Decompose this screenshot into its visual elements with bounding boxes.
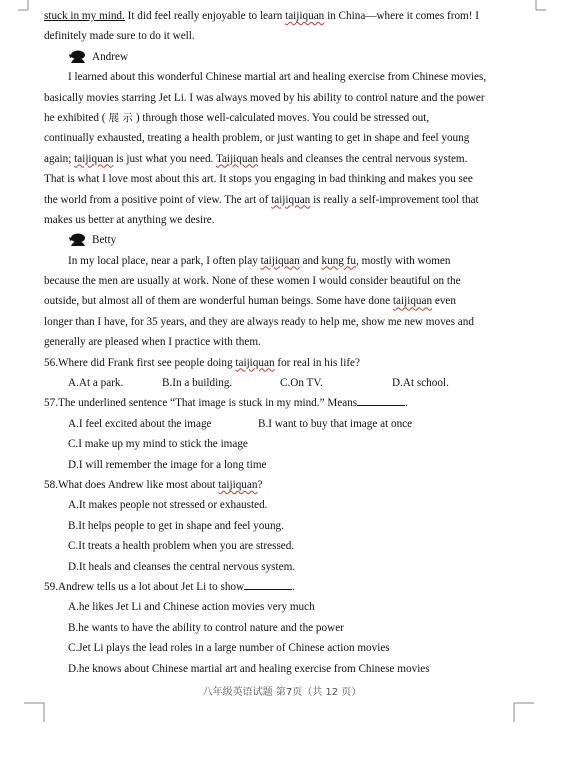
text: even: [432, 295, 456, 308]
flagged-word: taijiquan: [285, 10, 325, 22]
option-c: C.I make up my mind to stick the image: [68, 438, 248, 451]
text-line: continually exhausted, treating a health problem, or just wanting to get in shape and feel young: [44, 132, 470, 145]
option-a: A.I feel excited about the image: [68, 417, 212, 430]
option-a: A.At a park.: [68, 377, 124, 390]
text-line: definitely made sure to do it well.: [44, 30, 195, 43]
text-line: because the men are usually at work. None of these women I would consider beautiful on the: [44, 275, 461, 288]
text: 56.Where did Frank first see people doing: [44, 356, 236, 369]
option-b: B.he wants to have the ability to control nature and the power: [68, 621, 344, 634]
flagged-word: taijiquan: [74, 152, 114, 165]
text: is really a self-improvement tool that: [310, 193, 479, 206]
text: It did feel really enjoyable to learn: [124, 10, 286, 22]
speaker-name: Andrew: [92, 50, 129, 63]
page-footer: 八年级英语试题 第7页（共 12 页）: [202, 687, 362, 698]
text: outside, but almost all of them are wonderful human beings. Some have done: [44, 295, 393, 308]
option-a: A.It makes people not stressed or exhausted.: [68, 499, 268, 512]
flagged-word: taijiquan: [260, 254, 300, 267]
text-line: longer than I have, for 35 years, and they are always ready to help me, show me new moves and: [44, 315, 474, 328]
option-c: C.It treats a health problem when you are stressed.: [68, 540, 295, 553]
question-59: 59.Andrew tells us a lot about Jet Li to show .: [44, 577, 516, 597]
flagged-word: taijiquan: [271, 193, 311, 206]
text: 57.The underlined sentence “That image is stuck in my mind.” Means: [44, 397, 358, 410]
underlined-sentence: stuck in my mind.: [44, 10, 125, 22]
text: 58.What does Andrew like most about: [44, 478, 219, 491]
option-c: C.On TV.: [280, 377, 323, 390]
question-57: 57.The underlined sentence “That image is stuck in my mind.” Means .: [44, 393, 516, 413]
text: for real in his life?: [274, 356, 360, 369]
text: heals and cleanses the central nervous system.: [258, 152, 468, 165]
text: is just what you need.: [113, 152, 216, 165]
text: in China—where it comes from! I: [324, 10, 479, 22]
text: he exhibited (: [44, 111, 106, 124]
text-line: I learned about this wonderful Chinese martial art and healing exercise from Chinese movies,: [68, 71, 487, 84]
text-line: basically movies starring Jet Li. I was always moved by his ability to control nature and the power: [44, 91, 485, 104]
option-b: B.I want to buy that image at once: [258, 417, 413, 430]
chinese-gloss: 展 示: [108, 111, 133, 124]
option-c: C.Jet Li plays the lead roles in a large number of Chinese action movies: [68, 642, 390, 655]
text: In my local place, near a park, I often play: [68, 254, 261, 267]
speaker-name: Betty: [92, 234, 117, 247]
text: ) through those well-calculated moves. You could be stressed out,: [135, 111, 430, 124]
text-line: makes us better at anything we desire.: [44, 213, 215, 226]
option-d: D.At school.: [392, 377, 449, 390]
option-a: A.he likes Jet Li and Chinese action movies very much: [68, 601, 315, 614]
text: again;: [44, 152, 75, 165]
text: 59.Andrew tells us a lot about Jet Li to show: [44, 580, 245, 593]
option-b: B.It helps people to get in shape and feel young.: [68, 519, 284, 532]
flagged-word: taijiquan: [392, 295, 433, 308]
text: the world from a positive point of view. The art of: [44, 193, 272, 206]
option-d: D.he knows about Chinese martial art and healing exercise from Chinese movies: [68, 662, 430, 675]
text-line: That is what I love most about this art. It stops you engaging in bad thinking and makes you see: [44, 173, 473, 186]
text: , mostly with women: [356, 254, 451, 267]
flagged-word: kung fu: [321, 254, 356, 267]
text: and: [299, 254, 322, 267]
flagged-word: taijiquan: [218, 478, 258, 491]
option-b: B.In a building.: [162, 377, 233, 390]
text-line: generally are pleased when I practice with them.: [44, 336, 261, 349]
text: ?: [257, 478, 263, 491]
option-d: D.It heals and cleanses the central nervous system.: [68, 560, 296, 573]
flagged-word: taijiquan: [235, 356, 275, 369]
option-d: D.I will remember the image for a long time: [68, 458, 267, 471]
flagged-word: Taijiquan: [215, 152, 259, 165]
